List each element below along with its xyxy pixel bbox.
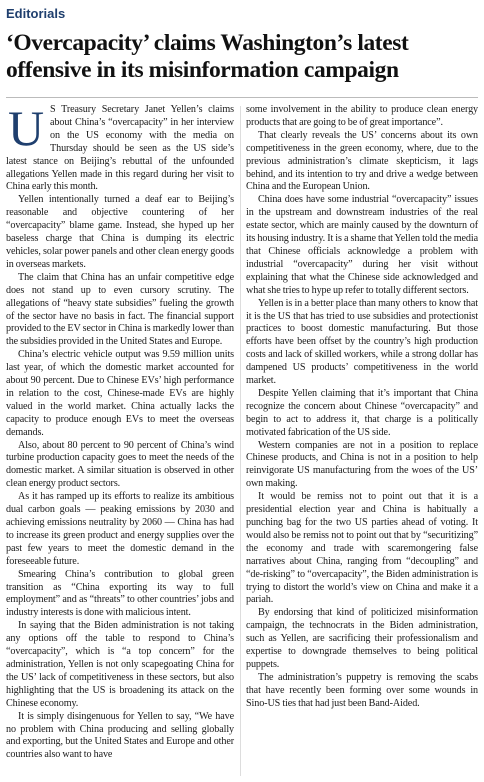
paragraph: That clearly reveals the US’ concerns about its own competitiveness in the green economy, where, due to the previous administration’s climate skepticism, it lags behind, and its intention to try and drive a wedge between China and the European Union. (246, 129, 478, 193)
paragraph: The administration’s puppetry is removing the scabs that have recently been forming over some wounds in Sino-US ties that had just been Band-Aided. (246, 671, 478, 709)
column-divider (240, 106, 241, 776)
paragraph: It is simply disingenuous for Yellen to say, “We have no problem with China producing and selling globally and exporting, but the United States and Europe and other countries also want to have (6, 710, 234, 761)
paragraph: By endorsing that kind of politicized misinformation campaign, the technocrats in the Biden administration, such as Yellen, are sacrificing their professionalism and expertise to downgrade themselves to being political puppets. (246, 607, 478, 670)
paragraph: In saying that the Biden administration is not taking any options off the table to respond to China’s “overcapacity”, which is “a top concern” for the administration, Yellen is not only scapegoating China for the US’ lack of competitiveness in these sectors, but also highlighting that the US is broadening its attack on the Chinese economy. (6, 620, 234, 709)
paragraph: Yellen is in a better place than many others to know that it is the US that has tried to use subsidies and protectionist practices to boost domestic manufacturing. But those efforts have been offset by the country’s high production costs and lack of skilled workers, while a strong dollar has dampened US products’ competitiveness in the world market. (246, 297, 478, 387)
paragraph: China does have some industrial “overcapacity” issues in the upstream and downstream industries of the real estate sector, which are mainly caused by the downturn of its housing industry. It is a shame that Yellen told the media that Chinese officials acknowledge a problem with industrial “overcapacity” during her visit without explaining that what the Chinese side acknowledged and what she tries to hype up refer to totally different sectors. (246, 194, 478, 296)
paragraph: Smearing China’s contribution to global green transition as “China exporting its way to full employment” and as “threats” to other countries’ jobs and industry interests is done with malicious intent. (6, 568, 234, 619)
paragraph: Also, about 80 percent to 90 percent of China’s wind turbine production capacity goes to meet the needs of the domestic market. A similar situation is observed in other clean energy product sectors. (6, 439, 234, 490)
paragraph: some involvement in the ability to produce clean energy products that are going to be of great importance”. (246, 104, 478, 128)
right-column (246, 104, 478, 711)
paragraph: As it has ramped up its efforts to realize its ambitious dual carbon goals — peaking emissions by 2030 and achieving emissions neutrality by 2060 — China has had to increase its green product and energy supplies over the past few years to meet the domestic demand in the foreseeable future. (6, 491, 234, 567)
headline: ‘Overcapacity’ claims Washington’s latest offensive in its misinformation campaign (6, 30, 409, 83)
section-label: Editorials (6, 6, 66, 21)
paragraph: It would be remiss not to point out that it is a presidential election year and China is habitually a punching bag for the two US parties ahead of voting. It would also be remiss not to point out that by “securitizing” the economy and trade with scaremongering false narratives about China, ranging from “decoupling” and “de-risking” to “overcapacity”, the Biden administration is trying to distort the world’s view on China and make it a pariah. (246, 491, 478, 606)
paragraph: Despite Yellen claiming that it’s important that China recognize the concern about Chinese “overcapacity” and begin to act to address it, that charge is a politically motivated fabrication of the US side. (246, 387, 478, 438)
paragraph: Yellen intentionally turned a deaf ear to Beijing’s reasonable and objective countering of her “overcapacity” blame game. Instead, she hyped up her baseless charge that China is dumping its electric vehicles, solar power panels and other clean energy goods in overseas markets. (6, 194, 234, 270)
paragraph: The claim that China has an unfair competitive edge does not stand up to even cursory scrutiny. The allegations of “heavy state subsidies” fueling the growth of the sector have no basis in fact. The financial support provided to the EV sector in China is markedly lower than the subsidies provided in the United States and Europe. (6, 271, 234, 348)
drop-cap: U (8, 100, 45, 156)
paragraph: China’s electric vehicle output was 9.59 million units last year, of which the domestic market accounted for about 90 percent. Due to Chinese EVs’ high performance in relation to the cost, Chinese-made EVs are highly valued in the world market. China actually lacks the capacity to produce enough EVs to meet the overseas demands. (6, 349, 234, 438)
left-column (6, 100, 234, 762)
paragraph: U S Treasury Secretary Janet Yellen’s claims about China’s “overcapacity” in her interview on the US economy with the media on Thursday should be seen as the US side’s latest stance on Beijing’s rebuttal of the unfounded allegations Yellen made in this regard during her visit to China early this month. (6, 100, 234, 193)
headline-rule (6, 97, 478, 98)
paragraph: Western companies are not in a position to replace Chinese products, and China is not in a position to help reinvigorate US manufacturing from the woes of the US’ own making. (246, 439, 478, 490)
